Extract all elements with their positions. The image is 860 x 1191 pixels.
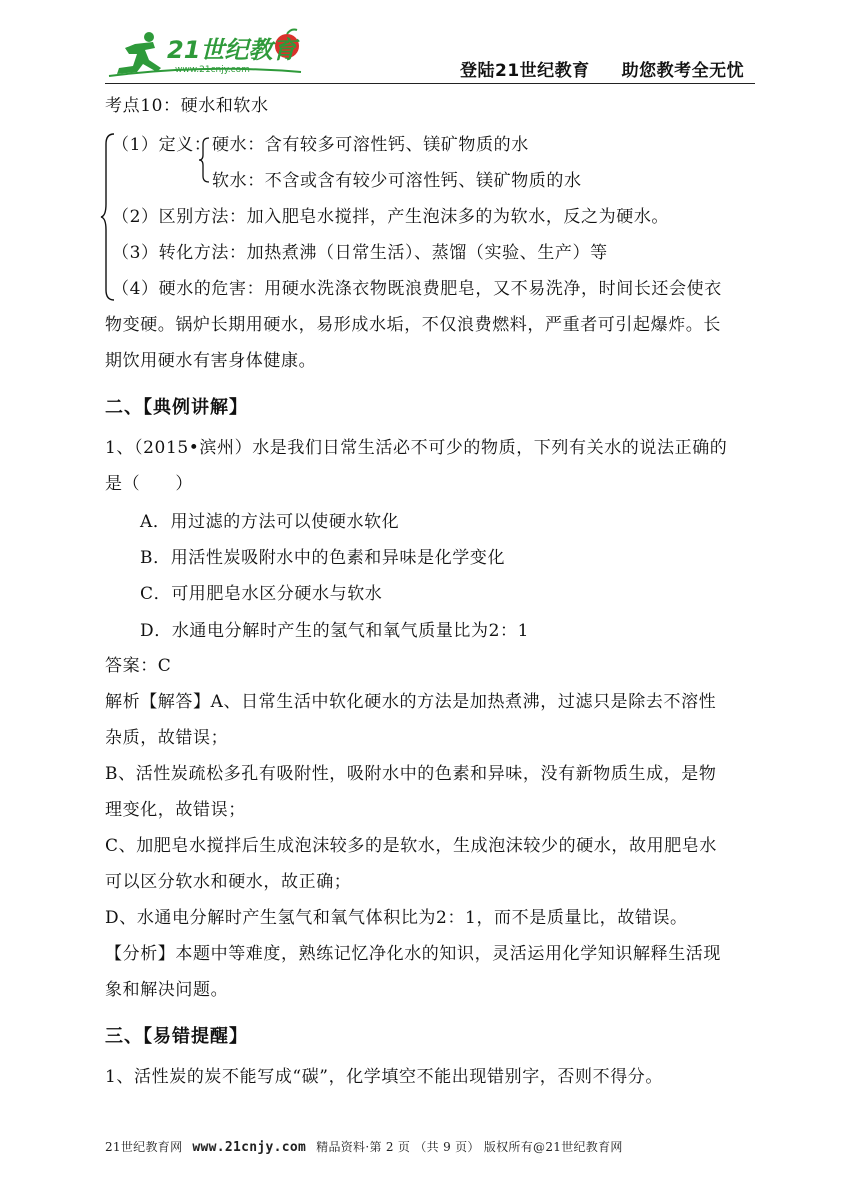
logo-url: www.21cnjy.com [175,65,250,75]
option-d: D．水通电分解时产生的氢气和氧气质量比为2：1 [140,621,530,641]
analysis-line: 象和解决问题。 [105,980,229,1000]
distinguish-method: （2）区别方法：加入肥皂水搅拌，产生泡沫多的为软水，反之为硬水。 [112,207,670,227]
option-b: B．用活性炭吸附水中的色素和异味是化学变化 [140,548,506,568]
hard-water-harm-line2: 物变硬。锅炉长期用硬水，易形成水垢，不仅浪费燃料，严重者可引起爆炸。长 [105,315,721,335]
analysis-line: 杂质，故错误； [105,728,229,748]
definition-hard-water: 硬水：含有较多可溶性钙、镁矿物质的水 [212,135,529,155]
slogan-left: 登陆21世纪教育 [460,61,590,81]
analysis-line: 理变化，故错误； [105,800,246,820]
section-heading-examples: 二、【典例讲解】 [105,397,248,418]
question-line1: 1、（2015•滨州）水是我们日常生活必不可少的物质，下列有关水的说法正确的 [105,438,728,458]
logo-graphic [105,28,305,80]
option-c: C．可用肥皂水区分硬水与软水 [140,584,383,604]
hard-water-harm-line1: （4）硬水的危害：用硬水洗涤衣物既浪费肥皂，又不易洗净，时间长还会使衣 [112,279,722,299]
analysis-line: 可以区分软水和硬水，故正确； [105,872,352,892]
logo-text: 21世纪教育 [167,36,297,64]
header-slogan [460,56,744,81]
page-footer [105,1138,623,1155]
analysis-line: D、水通电分解时产生氢气和氧气体积比为2：1，而不是质量比，故错误。 [105,908,688,928]
definition-label: （1）定义： [112,135,212,155]
analysis-line: 解析【解答】A、日常生活中软化硬水的方法是加热煮沸，过滤只是除去不溶性 [105,692,717,712]
header-divider [105,83,755,84]
definition-soft-water: 软水：不含或含有较少可溶性钙、镁矿物质的水 [212,171,582,191]
kaodian-title: 考点10：硬水和软水 [105,96,269,116]
hard-water-harm-line3: 期饮用硬水有害身体健康。 [105,351,317,371]
section-heading-common-mistakes: 三、【易错提醒】 [105,1026,248,1047]
footer-site: 21世纪教育网 [105,1140,183,1154]
question-line2: 是（ ） [105,474,193,494]
brand-logo [105,28,305,80]
conversion-method: （3）转化方法：加热煮沸（日常生活）、蒸馏（实验、生产）等 [112,243,608,263]
answer: 答案：C [105,656,172,676]
runner-icon [117,32,161,74]
analysis-line: B、活性炭疏松多孔有吸附性，吸附水中的色素和异味，没有新物质生成，是物 [105,764,717,784]
slogan-right: 助您教考全无忧 [621,61,745,81]
footer-page-info: 精品资料·第 2 页 （共 9 页） 版权所有@21世纪教育网 [316,1140,623,1154]
footer-url[interactable]: www.21cnjy.com [192,1140,307,1155]
option-a: A．用过滤的方法可以使硬水软化 [140,512,400,532]
analysis-line: 【分析】本题中等难度，熟练记忆净化水的知识，灵活运用化学知识解释生活现 [105,944,721,964]
analysis-line: C、加肥皂水搅拌后生成泡沫较多的是软水，生成泡沫较少的硬水，故用肥皂水 [105,836,718,856]
mistake-item-1: 1、活性炭的炭不能写成“碳”，化学填空不能出现错别字，否则不得分。 [105,1067,663,1087]
